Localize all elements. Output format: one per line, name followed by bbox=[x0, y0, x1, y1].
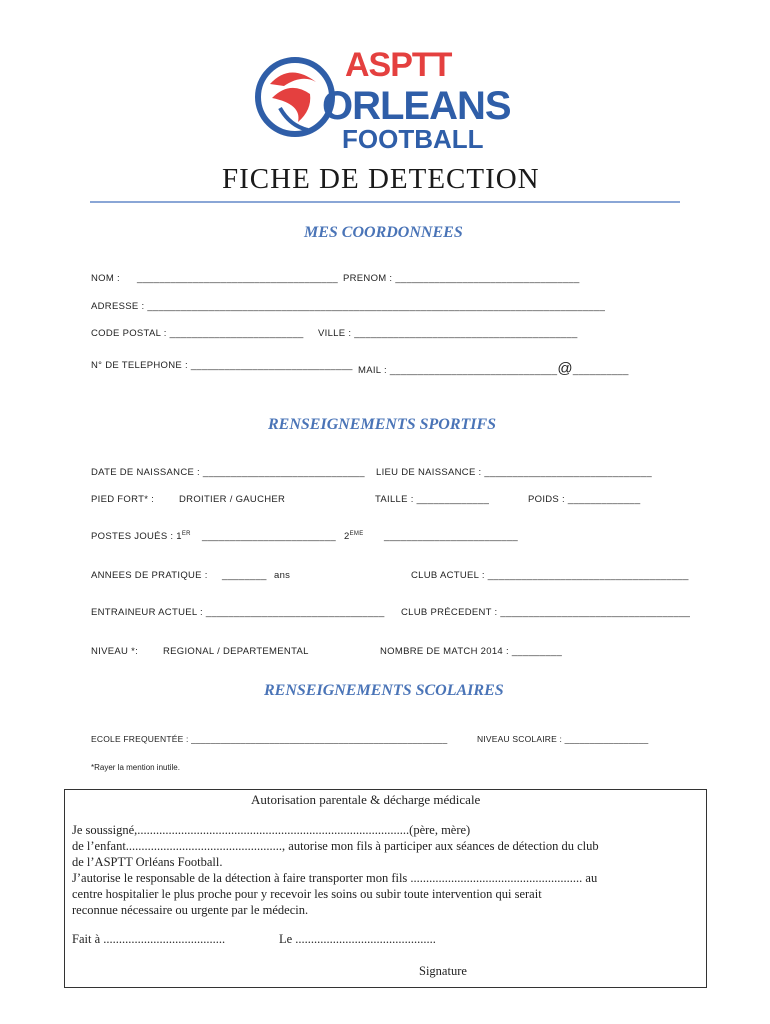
footnote: *Rayer la mention inutile. bbox=[91, 763, 180, 772]
authorization-title: Autorisation parentale & décharge médicale bbox=[251, 792, 481, 807]
club-precedent-field[interactable]: CLUB PRÉCEDENT : __________________________________ bbox=[401, 607, 691, 618]
mail-label: MAIL : ______________________________ bbox=[358, 365, 558, 376]
signature-label: Signature bbox=[419, 964, 467, 978]
entraineur-field[interactable]: ENTRAINEUR ACTUEL : ________________________________ bbox=[91, 607, 385, 618]
niveau-options[interactable]: REGIONAL / DEPARTEMENTAL bbox=[163, 646, 309, 657]
club-logo bbox=[250, 48, 520, 158]
auth-line-6: reconnue nécessaire ou urgente par le médecin. bbox=[72, 903, 309, 917]
poste2-field[interactable]: ________________________ bbox=[384, 531, 519, 542]
date-le-field[interactable]: Le ............................................. bbox=[279, 932, 436, 946]
auth-line-5: centre hospitalier le plus proche pour y recevoir les soins ou subir toute intervention qui serait bbox=[72, 887, 542, 901]
ville-field[interactable]: VILLE : ________________________________________ bbox=[318, 328, 578, 339]
logo-sport: FOOTBALL bbox=[342, 124, 484, 154]
poste2-number: 2 bbox=[344, 531, 350, 543]
niveau-scolaire-field[interactable]: NIVEAU SCOLAIRE : _________________ bbox=[477, 734, 649, 744]
pied-fort-label: PIED FORT* : bbox=[91, 494, 155, 505]
section-sportifs-heading: RENSEIGNEMENTS SPORTIFS bbox=[268, 416, 497, 433]
poste1-field[interactable]: ________________________ bbox=[202, 531, 337, 542]
postes-text: POSTES JOUÉS : 1 bbox=[91, 531, 182, 543]
mail-domain-line: __________ bbox=[572, 365, 629, 376]
poids-field[interactable]: POIDS : _____________ bbox=[528, 494, 641, 505]
page-title: FICHE DE DETECTION bbox=[222, 163, 540, 195]
club-actuel-field[interactable]: CLUB ACTUEL : ____________________________________ bbox=[411, 570, 689, 581]
lieu-naissance-field[interactable]: LIEU DE NAISSANCE : ______________________________ bbox=[376, 467, 652, 478]
auth-line-4: J’autorise le responsable de la détection à faire transporter mon fils ....................................................... au bbox=[72, 871, 598, 885]
poste2-label bbox=[344, 531, 364, 542]
nom-field[interactable]: ____________________________________ bbox=[137, 273, 339, 284]
auth-line-1: Je soussigné,.......................................................................................(père, mère) bbox=[72, 823, 471, 837]
auth-line-3: de l’ASPTT Orléans Football. bbox=[72, 855, 223, 869]
fait-a-field[interactable]: Fait à ....................................... bbox=[72, 932, 226, 946]
logo-city: ORLEANS bbox=[322, 84, 511, 128]
auth-line-2: de l’enfant.................................................., autorise mon fils à participer aux séances de détection du club bbox=[72, 839, 599, 853]
nb-match-field[interactable]: NOMBRE DE MATCH 2014 : _________ bbox=[380, 646, 563, 657]
adresse-field[interactable]: ADRESSE : __________________________________________________________________________________ bbox=[91, 301, 606, 312]
niveau-label: NIVEAU *: bbox=[91, 646, 139, 657]
title-divider bbox=[90, 201, 680, 203]
annees-label: ANNEES DE PRATIQUE : bbox=[91, 570, 208, 581]
poste2-eme-sup: EME bbox=[349, 531, 364, 537]
postes-er-sup: ER bbox=[181, 531, 191, 537]
annees-field[interactable]: ________ bbox=[222, 570, 267, 581]
taille-field[interactable]: TAILLE : _____________ bbox=[375, 494, 490, 505]
logo-brand: ASPTT bbox=[345, 46, 452, 84]
ecole-field[interactable]: ECOLE FREQUENTÉE : ____________________________________________________ bbox=[91, 734, 448, 744]
pied-fort-options[interactable]: DROITIER / GAUCHER bbox=[179, 494, 286, 505]
code-postal-field[interactable]: CODE POSTAL : ________________________ bbox=[91, 328, 304, 339]
at-sign: @ bbox=[557, 360, 573, 377]
section-coordonnees-heading: MES COORDONNEES bbox=[304, 224, 463, 241]
ans-label: ans bbox=[274, 570, 291, 581]
postes-label bbox=[91, 531, 191, 542]
date-naissance-field[interactable]: DATE DE NAISSANCE : _____________________________ bbox=[91, 467, 365, 478]
nom-label: NOM : bbox=[91, 273, 120, 284]
section-scolaires-heading: RENSEIGNEMENTS SCOLAIRES bbox=[264, 682, 504, 699]
mail-field[interactable] bbox=[358, 360, 629, 377]
prenom-field[interactable]: PRENOM : _________________________________ bbox=[343, 273, 580, 284]
telephone-field[interactable]: N° DE TELEPHONE : _____________________________ bbox=[91, 360, 353, 371]
